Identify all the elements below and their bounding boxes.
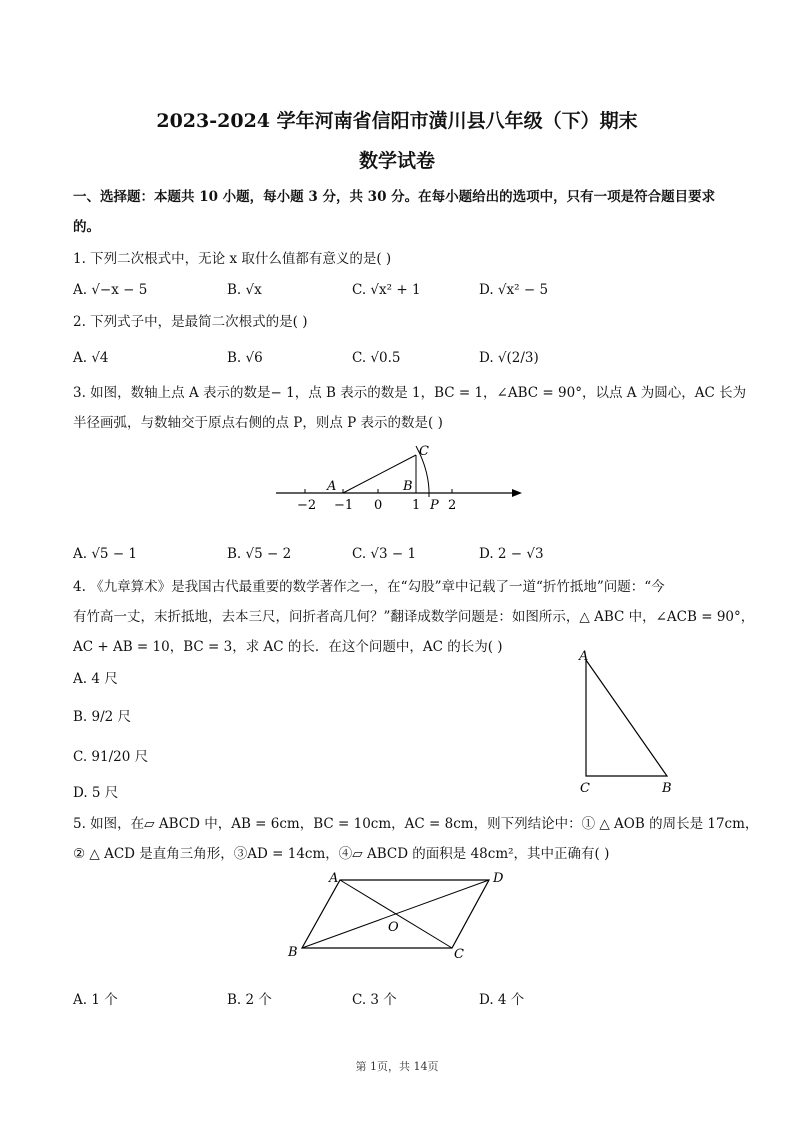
point-label-a: A xyxy=(327,479,337,494)
q5-parallelogram-figure xyxy=(285,866,515,966)
q4-stem-cont1: 有竹高一丈，末折抵地，去本三尺，问折者高几何？”翻译成数学问题是：如图所示，△ ABC 中，∠ACB = 90°， xyxy=(73,609,755,625)
q3-option-d: D. 2 − √3 xyxy=(479,546,544,562)
q4-stem: 4. 《九章算术》是我国古代最重要的数学著作之一，在“勾股”章中记载了一道“折竹抵地”问题：“今 xyxy=(73,579,665,595)
q3-option-c: C. √3 − 1 xyxy=(352,546,417,562)
point-label-b: B xyxy=(662,781,672,796)
tick-label-1: 1 xyxy=(412,498,421,513)
point-label-b: B xyxy=(403,479,413,494)
point-label-d: D xyxy=(493,871,504,886)
q5-option-a: A. 1 个 xyxy=(73,992,118,1008)
page-footer: 第 1页，共 14页 xyxy=(355,1060,439,1073)
tick-label-0: 0 xyxy=(374,498,383,513)
q3-stem: 3. 如图，数轴上点 A 表示的数是− 1，点 B 表示的数是 1，BC = 1，∠ABC = 90°，以点 A 为圆心，AC 长为 xyxy=(73,385,747,401)
q1-stem: 1. 下列二次根式中，无论 x 取什么值都有意义的是( ) xyxy=(73,251,392,267)
q3-number-line-figure xyxy=(270,440,530,518)
point-label-a: A xyxy=(579,649,589,664)
tick-label-2: 2 xyxy=(448,498,457,513)
q5-option-c: C. 3 个 xyxy=(352,992,397,1008)
point-label-a: A xyxy=(329,871,339,886)
tick-label-neg2: −2 xyxy=(297,498,317,513)
point-label-c: C xyxy=(580,781,590,796)
q4-option-c: C. 91/20 尺 xyxy=(73,749,149,765)
q2-option-b: B. √6 xyxy=(227,350,263,366)
point-label-c: C xyxy=(419,444,429,459)
q1-option-d: D. √x² − 5 xyxy=(479,282,549,298)
point-label-p: P xyxy=(430,498,439,513)
q2-option-c: C. √0.5 xyxy=(352,350,401,366)
q1-option-c: C. √x² + 1 xyxy=(352,282,421,298)
q4-triangle-figure xyxy=(570,646,690,796)
tick-label-neg1: −1 xyxy=(334,498,354,513)
section-heading-cont: 的。 xyxy=(73,219,100,235)
point-label-b: B xyxy=(288,945,298,960)
point-label-c: C xyxy=(454,947,464,962)
q3-option-b: B. √5 − 2 xyxy=(227,546,292,562)
q2-stem: 2. 下列式子中，是最简二次根式的是( ) xyxy=(73,314,308,330)
q1-option-a: A. √−x − 5 xyxy=(73,282,148,298)
q2-option-a: A. √4 xyxy=(73,350,109,366)
q4-option-a: A. 4 尺 xyxy=(73,671,118,687)
point-label-o: O xyxy=(388,920,399,935)
triangle-abc xyxy=(586,660,667,776)
q4-option-d: D. 5 尺 xyxy=(73,785,119,801)
q5-option-b: B. 2 个 xyxy=(227,992,272,1008)
q3-option-a: A. √5 − 1 xyxy=(73,546,138,562)
exam-subtitle: 数学试卷 xyxy=(358,150,435,172)
q2-option-d: D. √(2/3) xyxy=(479,350,539,366)
q5-stem: 5. 如图，在▱ ABCD 中，AB = 6cm，BC = 10cm，AC = 8cm，则下列结论中：① △ AOB 的周长是 17cm， xyxy=(73,816,759,832)
q3-stem-cont: 半径画弧，与数轴交于原点右侧的点 P，则点 P 表示的数是( ) xyxy=(73,415,443,431)
q4-stem-cont2: AC + AB = 10，BC = 3，求 AC 的长．在这个问题中，AC 的长为( ) xyxy=(73,639,503,655)
section-heading: 一、选择题：本题共 10 小题，每小题 3 分，共 30 分。在每小题给出的选项中，只有一项是符合题目要求 xyxy=(73,189,716,205)
diagonal-bd xyxy=(302,880,489,948)
q1-option-b: B. √x xyxy=(227,282,262,298)
q5-option-d: D. 4 个 xyxy=(479,992,525,1008)
axis-arrow xyxy=(512,489,522,497)
q4-option-b: B. 9/2 尺 xyxy=(73,709,132,725)
q5-stem-cont: ② △ ACD 是直角三角形，③AD = 14cm，④▱ ABCD 的面积是 48cm²，其中正确有( ) xyxy=(73,846,610,862)
exam-title: 2023-2024 学年河南省信阳市潢川县八年级（下）期末 xyxy=(156,110,638,132)
